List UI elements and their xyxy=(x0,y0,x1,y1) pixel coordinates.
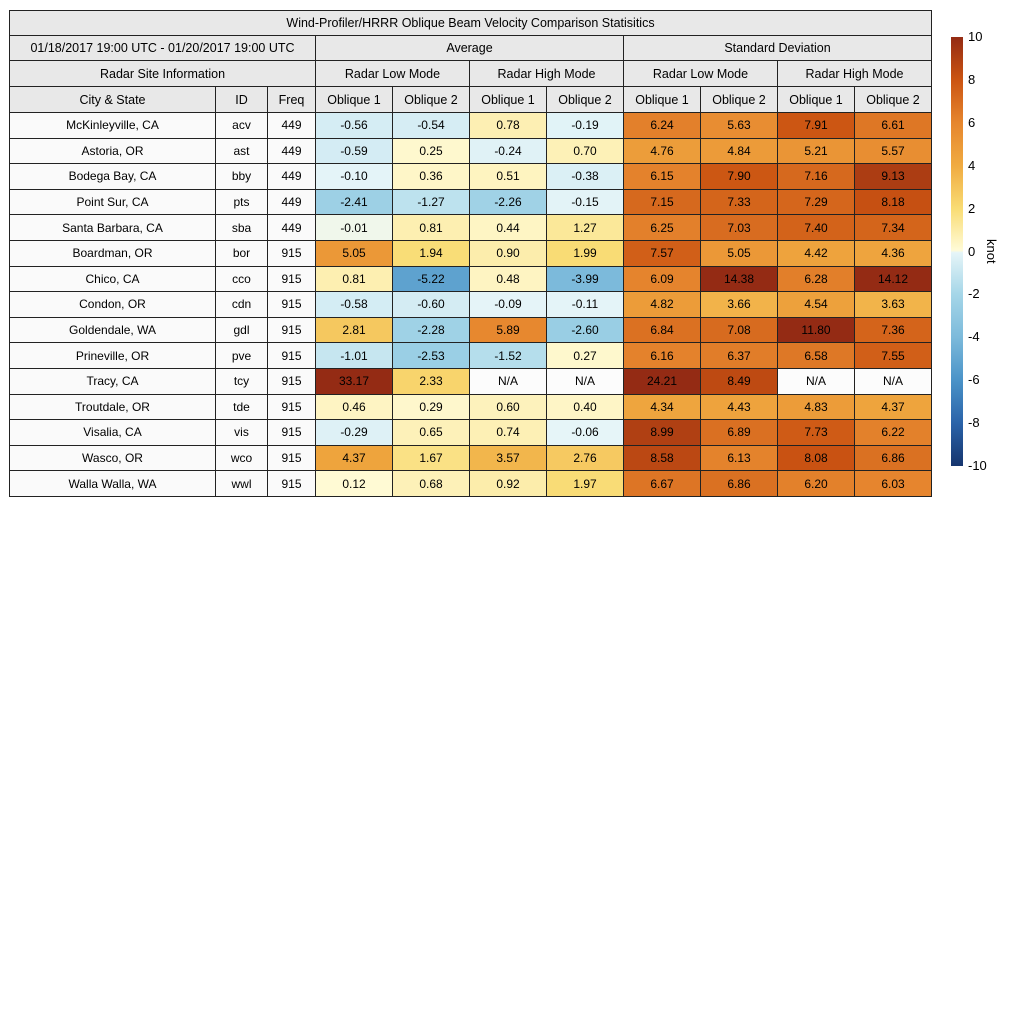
value-cell: 6.61 xyxy=(855,113,932,139)
id-cell: pts xyxy=(216,189,268,215)
value-cell: 0.48 xyxy=(470,266,547,292)
colorbar-gradient xyxy=(951,37,963,466)
value-cell: 0.60 xyxy=(470,394,547,420)
col-header-freq: Freq xyxy=(268,87,316,113)
id-cell: bor xyxy=(216,240,268,266)
freq-cell: 915 xyxy=(268,471,316,497)
value-cell: 0.68 xyxy=(393,471,470,497)
freq-cell: 449 xyxy=(268,164,316,190)
value-cell: -1.52 xyxy=(470,343,547,369)
value-cell: 0.46 xyxy=(316,394,393,420)
value-cell: 6.24 xyxy=(624,113,701,139)
id-cell: bby xyxy=(216,164,268,190)
freq-cell: 915 xyxy=(268,266,316,292)
value-cell: 7.40 xyxy=(778,215,855,241)
value-cell: 6.09 xyxy=(624,266,701,292)
value-cell: -0.06 xyxy=(547,420,624,446)
value-cell: -0.56 xyxy=(316,113,393,139)
table-row xyxy=(10,240,932,266)
id-cell: cdn xyxy=(216,292,268,318)
col-header-oblique2: Oblique 2 xyxy=(855,87,932,113)
city-cell: Point Sur, CA xyxy=(10,189,216,215)
value-cell: 6.89 xyxy=(701,420,778,446)
freq-cell: 449 xyxy=(268,138,316,164)
value-cell: 6.84 xyxy=(624,317,701,343)
value-cell: 6.22 xyxy=(855,420,932,446)
site-info-header: Radar Site Information xyxy=(10,61,316,87)
value-cell: 9.13 xyxy=(855,164,932,190)
value-cell: 7.03 xyxy=(701,215,778,241)
value-cell: -0.54 xyxy=(393,113,470,139)
table-row xyxy=(10,317,932,343)
id-cell: sba xyxy=(216,215,268,241)
col-header-oblique1: Oblique 1 xyxy=(778,87,855,113)
id-cell: tde xyxy=(216,394,268,420)
value-cell: -1.01 xyxy=(316,343,393,369)
value-cell: 4.84 xyxy=(701,138,778,164)
col-header-oblique2: Oblique 2 xyxy=(547,87,624,113)
value-cell: -0.29 xyxy=(316,420,393,446)
colorbar-tick-label: -8 xyxy=(968,415,980,431)
value-cell: 4.36 xyxy=(855,240,932,266)
date-range: 01/18/2017 19:00 UTC - 01/20/2017 19:00 UTC xyxy=(10,36,316,61)
col-header-oblique1: Oblique 1 xyxy=(470,87,547,113)
value-cell: 6.15 xyxy=(624,164,701,190)
table-row xyxy=(10,215,932,241)
value-cell: N/A xyxy=(470,368,547,394)
id-cell: ast xyxy=(216,138,268,164)
id-cell: acv xyxy=(216,113,268,139)
value-cell: 8.58 xyxy=(624,445,701,471)
freq-cell: 915 xyxy=(268,240,316,266)
colorbar-tick-label: -4 xyxy=(968,329,980,345)
value-cell: 24.21 xyxy=(624,368,701,394)
value-cell: -0.15 xyxy=(547,189,624,215)
table-row xyxy=(10,420,932,446)
value-cell: -0.11 xyxy=(547,292,624,318)
value-cell: 4.54 xyxy=(778,292,855,318)
value-cell: N/A xyxy=(855,368,932,394)
city-cell: Bodega Bay, CA xyxy=(10,164,216,190)
value-cell: 0.51 xyxy=(470,164,547,190)
value-cell: 6.86 xyxy=(701,471,778,497)
value-cell: 6.58 xyxy=(778,343,855,369)
value-cell: 4.42 xyxy=(778,240,855,266)
value-cell: -2.60 xyxy=(547,317,624,343)
mode-header-std-high: Radar High Mode xyxy=(778,61,932,87)
value-cell: 2.33 xyxy=(393,368,470,394)
value-cell: 4.76 xyxy=(624,138,701,164)
value-cell: -0.10 xyxy=(316,164,393,190)
value-cell: 5.21 xyxy=(778,138,855,164)
value-cell: 4.43 xyxy=(701,394,778,420)
value-cell: 0.65 xyxy=(393,420,470,446)
value-cell: 6.67 xyxy=(624,471,701,497)
value-cell: 7.90 xyxy=(701,164,778,190)
value-cell: 8.08 xyxy=(778,445,855,471)
value-cell: -0.58 xyxy=(316,292,393,318)
table-body xyxy=(10,113,932,497)
value-cell: -0.09 xyxy=(470,292,547,318)
value-cell: 7.57 xyxy=(624,240,701,266)
value-cell: 7.33 xyxy=(701,189,778,215)
id-cell: wwl xyxy=(216,471,268,497)
table-row xyxy=(10,266,932,292)
value-cell: 0.74 xyxy=(470,420,547,446)
col-header-oblique1: Oblique 1 xyxy=(316,87,393,113)
value-cell: 4.83 xyxy=(778,394,855,420)
group-header-average: Average xyxy=(316,36,624,61)
freq-cell: 915 xyxy=(268,445,316,471)
value-cell: 6.13 xyxy=(701,445,778,471)
value-cell: 0.92 xyxy=(470,471,547,497)
value-cell: 33.17 xyxy=(316,368,393,394)
value-cell: 5.57 xyxy=(855,138,932,164)
freq-cell: 915 xyxy=(268,317,316,343)
col-header-id: ID xyxy=(216,87,268,113)
table-row xyxy=(10,292,932,318)
freq-cell: 915 xyxy=(268,394,316,420)
value-cell: 5.05 xyxy=(701,240,778,266)
value-cell: 11.80 xyxy=(778,317,855,343)
value-cell: 2.76 xyxy=(547,445,624,471)
stats-table xyxy=(9,10,932,497)
value-cell: 7.55 xyxy=(855,343,932,369)
value-cell: 0.81 xyxy=(393,215,470,241)
id-cell: pve xyxy=(216,343,268,369)
value-cell: 1.67 xyxy=(393,445,470,471)
value-cell: 0.40 xyxy=(547,394,624,420)
value-cell: 0.12 xyxy=(316,471,393,497)
value-cell: 7.08 xyxy=(701,317,778,343)
value-cell: 7.29 xyxy=(778,189,855,215)
value-cell: 6.37 xyxy=(701,343,778,369)
value-cell: -0.19 xyxy=(547,113,624,139)
table-row xyxy=(10,189,932,215)
value-cell: 0.81 xyxy=(316,266,393,292)
group-header-standard-deviation: Standard Deviation xyxy=(624,36,932,61)
value-cell: -1.27 xyxy=(393,189,470,215)
value-cell: -5.22 xyxy=(393,266,470,292)
value-cell: 4.37 xyxy=(316,445,393,471)
value-cell: 2.81 xyxy=(316,317,393,343)
value-cell: 1.97 xyxy=(547,471,624,497)
value-cell: 5.63 xyxy=(701,113,778,139)
value-cell: 7.16 xyxy=(778,164,855,190)
table-row xyxy=(10,138,932,164)
value-cell: -0.38 xyxy=(547,164,624,190)
city-cell: Goldendale, WA xyxy=(10,317,216,343)
colorbar-tick-label: 0 xyxy=(968,243,976,259)
colorbar-tick-label: 8 xyxy=(968,71,976,87)
value-cell: 0.78 xyxy=(470,113,547,139)
id-cell: gdl xyxy=(216,317,268,343)
value-cell: 6.20 xyxy=(778,471,855,497)
city-cell: Prineville, OR xyxy=(10,343,216,369)
colorbar-tick-label: -6 xyxy=(968,372,980,388)
value-cell: -2.28 xyxy=(393,317,470,343)
mode-header-avg-high: Radar High Mode xyxy=(470,61,624,87)
value-cell: 6.03 xyxy=(855,471,932,497)
mode-header-avg-low: Radar Low Mode xyxy=(316,61,470,87)
colorbar xyxy=(951,29,1024,473)
freq-cell: 915 xyxy=(268,420,316,446)
col-header-oblique1: Oblique 1 xyxy=(624,87,701,113)
city-cell: Astoria, OR xyxy=(10,138,216,164)
freq-cell: 915 xyxy=(268,368,316,394)
value-cell: 3.63 xyxy=(855,292,932,318)
colorbar-tick-label: 6 xyxy=(968,114,976,130)
table-row xyxy=(10,471,932,497)
value-cell: 3.66 xyxy=(701,292,778,318)
value-cell: 5.89 xyxy=(470,317,547,343)
colorbar-tick-label: -2 xyxy=(968,286,980,302)
value-cell: 0.36 xyxy=(393,164,470,190)
value-cell: 0.29 xyxy=(393,394,470,420)
value-cell: 6.16 xyxy=(624,343,701,369)
value-cell: 0.70 xyxy=(547,138,624,164)
city-cell: Walla Walla, WA xyxy=(10,471,216,497)
value-cell: -0.60 xyxy=(393,292,470,318)
colorbar-axis-label xyxy=(984,37,999,466)
col-header-oblique2: Oblique 2 xyxy=(701,87,778,113)
table-row xyxy=(10,113,932,139)
city-cell: McKinleyville, CA xyxy=(10,113,216,139)
value-cell: 8.18 xyxy=(855,189,932,215)
city-cell: Santa Barbara, CA xyxy=(10,215,216,241)
freq-cell: 449 xyxy=(268,189,316,215)
freq-cell: 915 xyxy=(268,343,316,369)
table-row xyxy=(10,368,932,394)
value-cell: 7.91 xyxy=(778,113,855,139)
value-cell: 6.25 xyxy=(624,215,701,241)
mode-header-std-low: Radar Low Mode xyxy=(624,61,778,87)
col-header-city-state: City & State xyxy=(10,87,216,113)
table-title: Wind-Profiler/HRRR Oblique Beam Velocity Comparison Statisitics xyxy=(10,11,932,36)
value-cell: N/A xyxy=(778,368,855,394)
value-cell: 3.57 xyxy=(470,445,547,471)
table-row xyxy=(10,164,932,190)
value-cell: 7.73 xyxy=(778,420,855,446)
value-cell: 1.94 xyxy=(393,240,470,266)
colorbar-tick-label: 10 xyxy=(968,29,983,44)
value-cell: 4.82 xyxy=(624,292,701,318)
colorbar-unit-label: knot xyxy=(984,239,999,264)
city-cell: Wasco, OR xyxy=(10,445,216,471)
value-cell: 14.12 xyxy=(855,266,932,292)
value-cell: 0.27 xyxy=(547,343,624,369)
value-cell: 14.38 xyxy=(701,266,778,292)
value-cell: 0.25 xyxy=(393,138,470,164)
value-cell: 7.36 xyxy=(855,317,932,343)
freq-cell: 449 xyxy=(268,215,316,241)
id-cell: cco xyxy=(216,266,268,292)
freq-cell: 449 xyxy=(268,113,316,139)
colorbar-tick-label: 4 xyxy=(968,157,976,173)
value-cell: N/A xyxy=(547,368,624,394)
value-cell: -0.59 xyxy=(316,138,393,164)
value-cell: 6.28 xyxy=(778,266,855,292)
value-cell: 4.37 xyxy=(855,394,932,420)
colorbar-tick-label: 2 xyxy=(968,200,976,216)
value-cell: -2.41 xyxy=(316,189,393,215)
city-cell: Visalia, CA xyxy=(10,420,216,446)
value-cell: 7.15 xyxy=(624,189,701,215)
value-cell: 5.05 xyxy=(316,240,393,266)
freq-cell: 915 xyxy=(268,292,316,318)
table-row xyxy=(10,394,932,420)
city-cell: Tracy, CA xyxy=(10,368,216,394)
city-cell: Chico, CA xyxy=(10,266,216,292)
value-cell: -0.01 xyxy=(316,215,393,241)
value-cell: 6.86 xyxy=(855,445,932,471)
value-cell: 0.44 xyxy=(470,215,547,241)
id-cell: tcy xyxy=(216,368,268,394)
value-cell: 1.27 xyxy=(547,215,624,241)
table-row xyxy=(10,343,932,369)
value-cell: 4.34 xyxy=(624,394,701,420)
value-cell: -3.99 xyxy=(547,266,624,292)
value-cell: 7.34 xyxy=(855,215,932,241)
id-cell: wco xyxy=(216,445,268,471)
value-cell: 1.99 xyxy=(547,240,624,266)
table-row xyxy=(10,445,932,471)
city-cell: Boardman, OR xyxy=(10,240,216,266)
value-cell: 0.90 xyxy=(470,240,547,266)
value-cell: 8.49 xyxy=(701,368,778,394)
id-cell: vis xyxy=(216,420,268,446)
value-cell: -2.53 xyxy=(393,343,470,369)
city-cell: Troutdale, OR xyxy=(10,394,216,420)
value-cell: 8.99 xyxy=(624,420,701,446)
colorbar-tick-label: -10 xyxy=(968,458,987,473)
col-header-oblique2: Oblique 2 xyxy=(393,87,470,113)
value-cell: -2.26 xyxy=(470,189,547,215)
value-cell: -0.24 xyxy=(470,138,547,164)
city-cell: Condon, OR xyxy=(10,292,216,318)
